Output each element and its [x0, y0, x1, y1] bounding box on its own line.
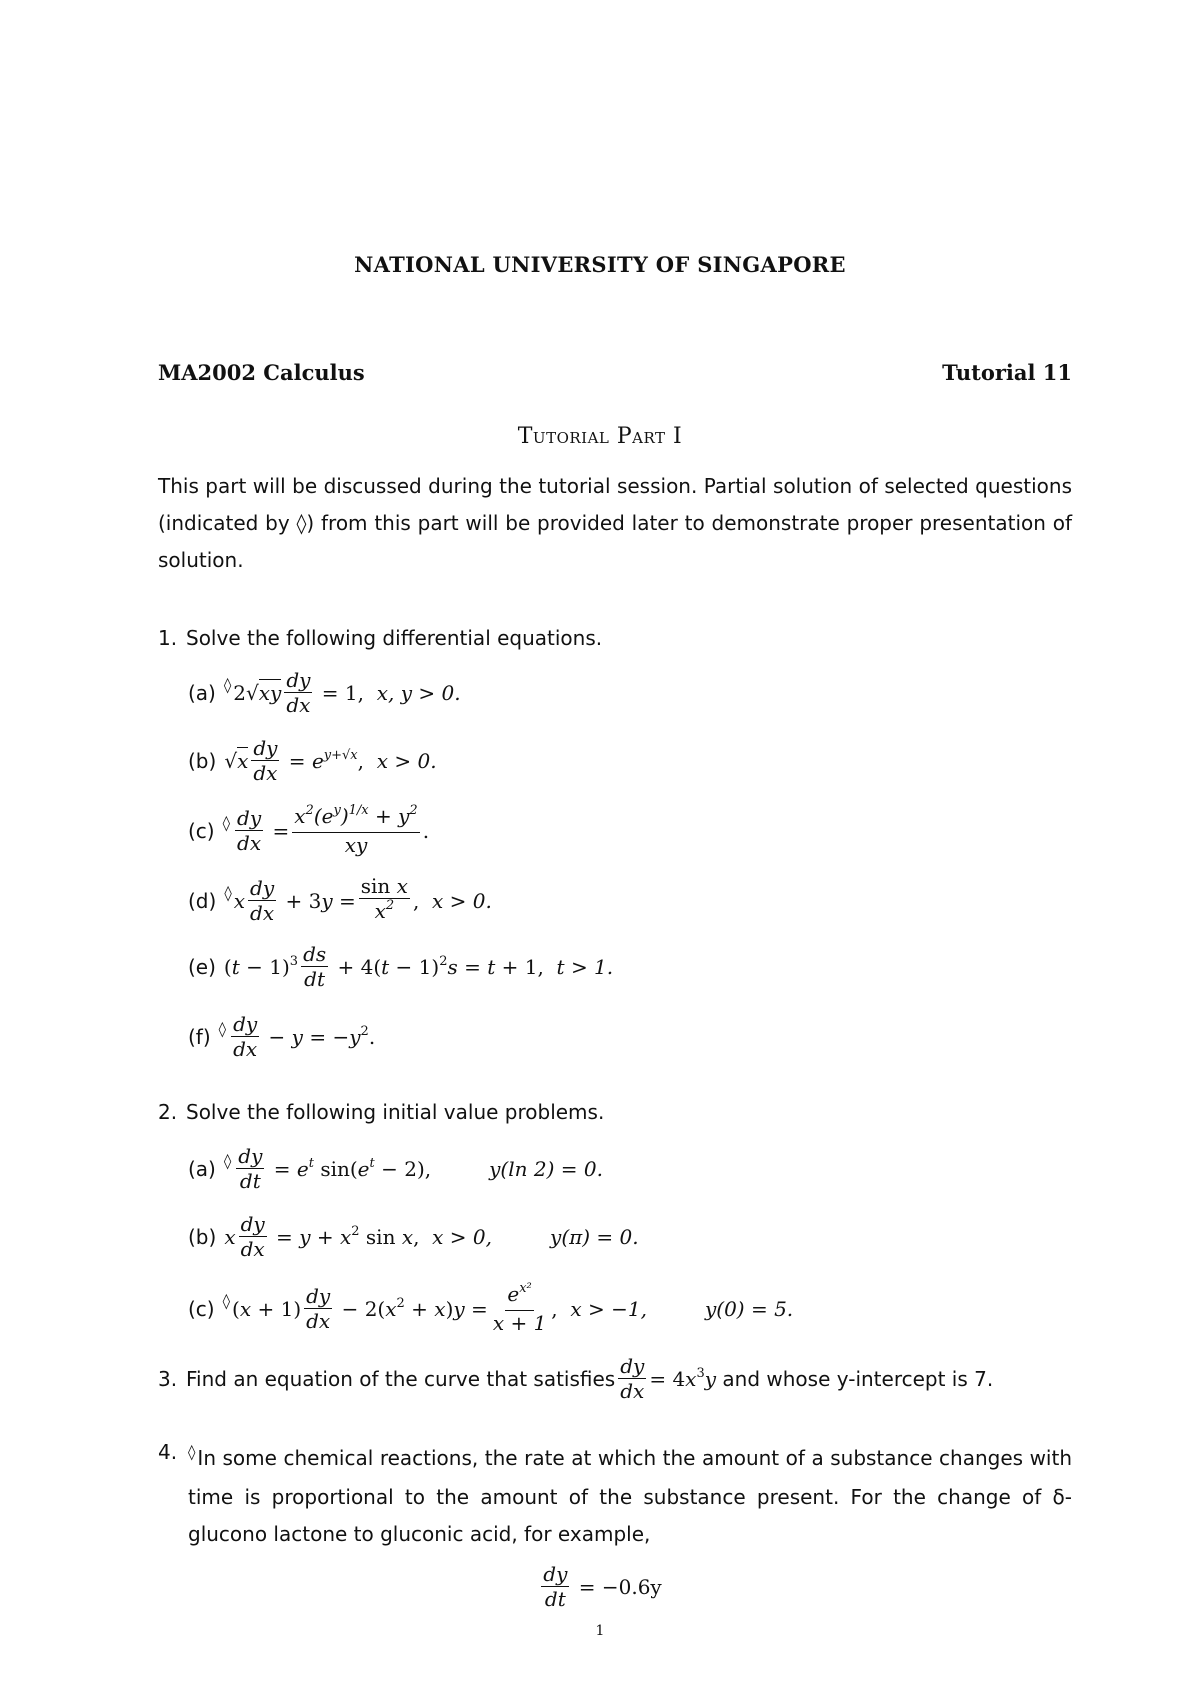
q1-part-b: (b) √x $\frac{dy}{dx}$ = $e^{y+√x}$, x > 0. — [188, 736, 437, 785]
question-1 — [158, 626, 602, 650]
q1-part-e: (e) $(t - 1)^3$ $\frac{ds}{dt}$ + $4(t - 1)^2s = t + 1$, t > 1. — [188, 942, 614, 991]
q1-part-a: (a) ◊ 2√xy $\frac{dy}{dx}$ = 1, x, y > 0. — [188, 668, 461, 717]
q2-part-a: (a) ◊ $\frac{dy}{dt}$ = $e^t$ $\sin(e^t - 2)$, y(ln 2) = 0. — [188, 1144, 603, 1193]
course-title: MA2002 Calculus — [158, 360, 365, 385]
diamond-icon: ◊ — [223, 1151, 232, 1170]
university-title: NATIONAL UNIVERSITY OF SINGAPORE — [354, 252, 846, 277]
q1-part-f: (f) ◊ $\frac{dy}{dx}$ − $y = -y^2$. — [188, 1012, 376, 1061]
diamond-icon: ◊ — [222, 1291, 231, 1310]
diamond-icon: ◊ — [218, 1019, 227, 1038]
question-3-text-after: and whose y-intercept is 7. — [722, 1366, 994, 1391]
question-1-text: Solve the following differential equations. — [186, 626, 603, 650]
question-2 — [158, 1100, 604, 1124]
question-2-text: Solve the following initial value problems. — [186, 1100, 605, 1124]
question-4-equation: $\frac{dy}{dt}$ = −0.6y — [543, 1562, 662, 1611]
question-4 — [188, 1440, 1072, 1553]
question-number: 3. — [158, 1366, 178, 1391]
question-number: 1. — [158, 626, 178, 650]
question-3: 3. Find an equation of the curve that satisfies $\frac{dy}{dx}$ = $4x^3y$ and whose y-intercept is 7. — [158, 1354, 994, 1403]
diamond-icon: ◊ — [188, 1443, 196, 1461]
diamond-icon: ◊ — [224, 883, 232, 902]
q1-part-c: (c) ◊ $\frac{dy}{dx}$ = $\frac{x^2(e^y)^{1/x} + y^2}{xy}$ . — [188, 803, 430, 857]
tutorial-number: Tutorial 11 — [942, 360, 1072, 385]
q2-part-c: (c) ◊ (x + 1) $\frac{dy}{dx}$ − $2(x^2 + x)y$ = $\frac{e^{x^2}}{x + 1}$ , x > −1, y(0) = 5. — [188, 1281, 794, 1335]
page-number: 1 — [595, 1623, 605, 1639]
diamond-icon: ◊ — [222, 813, 231, 832]
part-heading: Tutorial Part I — [517, 424, 683, 449]
q2-part-b: (b) x $\frac{dy}{dx}$ = $y + x^2$ sin x, x > 0, y(π) = 0. — [188, 1212, 639, 1261]
intro-paragraph: This part will be discussed during the tutorial session. Partial solution of selected questions (indicated by ◊) from this part will be provided later to demonstrate proper presentation of solution. — [158, 474, 1072, 572]
q1-part-d: (d) ◊ x $\frac{dy}{dx}$ + 3y = $\frac{\text{sin x}}{x^2}$ , x > 0. — [188, 874, 492, 925]
question-4-text: In some chemical reactions, the rate at which the amount of a substance changes with time is proportional to the amount of the substance present. For the change of δ-glucono lactone to gluconic acid, for example, — [188, 1446, 1072, 1546]
question-number: 2. — [158, 1100, 178, 1124]
question-3-text-before: Find an equation of the curve that satisfies — [186, 1366, 616, 1391]
diamond-icon: ◊ — [223, 675, 232, 694]
question-4-number: 4. — [158, 1440, 178, 1464]
